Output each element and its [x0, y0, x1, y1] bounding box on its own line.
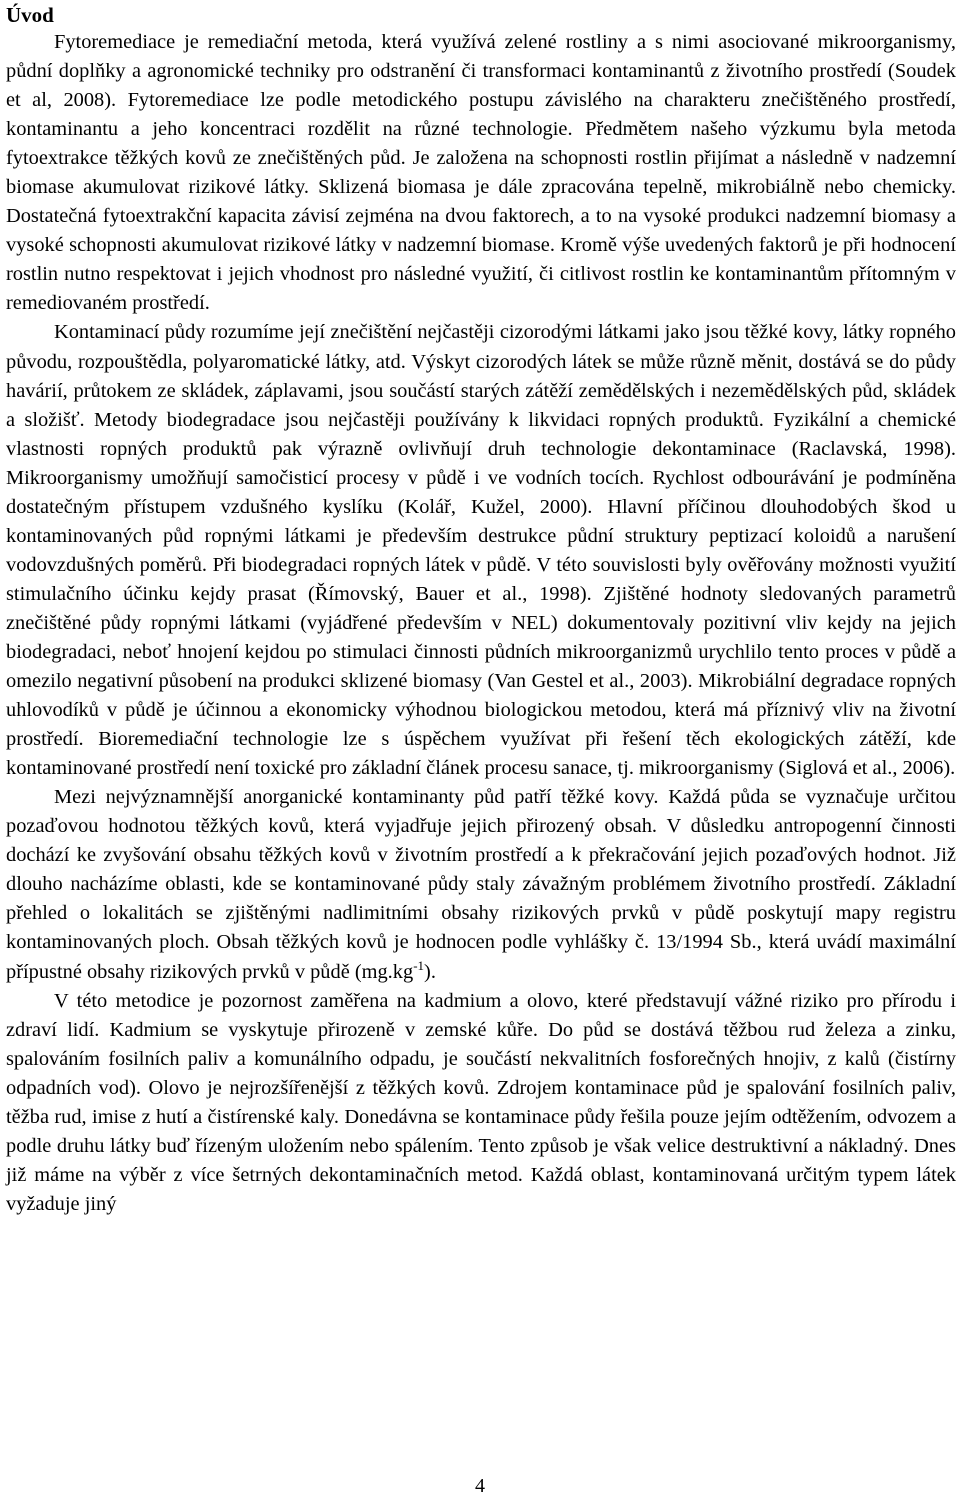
paragraph-heavy-metals [6, 783, 956, 986]
paragraph-heavy-metals-end: ). [424, 960, 436, 983]
document-page [6, 0, 956, 1219]
section-heading: Úvod [6, 3, 54, 27]
paragraph-soil-contamination: Kontaminací půdy rozumíme její znečištění nejčastěji cizorodými látkami jako jsou těžké kovy, látky ropného původu, rozpouštědla, polyaromatické látky, atd. Výskyt cizorodých látek se může různě měnit, dostává se do půdy havárií, průtokem ze skládek, záplavami, jsou součástí starých zátěží zemědělských i nezemědělských půd, skládek a složišť. Metody biodegradace jsou nejčastěji používány k likvidaci ropných produktů. Fyzikální a chemické vlastnosti ropných produktů pak výrazně ovlivňují druh technologie dekontaminace (Raclavská, 1998). Mikroorganismy umožňují samočisticí procesy v půdě i ve vodních tocích. Rychlost odbourávání je podmíněna dostatečným přístupem vzdušného kyslíku (Kolář, Kužel, 2000). Hlavní příčinou dlouhodobých škod u kontaminovaných půd ropnými látkami je především destrukce půdní struktury peptizací koloidů a narušení vodovzdušných poměrů. Při biodegradaci ropných látek v půdě. V této souvislosti byly ověřovány možnosti využití stimulačního účinku kejdy prasat (Římovský, Bauer et al., 1998). Zjištěné hodnoty sledovaných parametrů znečištěné půdy ropnými látkami (vyjádřené především v NEL) dokumentovaly pozitivní vliv kejdy na jejich biodegradaci, neboť hnojení kejdou po stimulaci činnosti půdních mikroorganizmů urychlilo tento proces v půdě a omezilo negativní působení na produkci sklizené biomasy (Van Gestel et al., 2003). Mikrobiální degradace ropných uhlovodíků v půdě je účinnou a ekonomicky výhodnou biologickou metodou, která má příznivý vliv na životní prostředí. Bioremediační technologie lze s úspěchem využívat při řešení těch ekologických zátěží, kde kontaminované prostředí není toxické pro základní článek procesu sanace, tj. mikroorganismy (Siglová et al., 2006). [6, 321, 956, 780]
unit-exponent: -1 [413, 957, 425, 973]
page-number: 4 [475, 1475, 485, 1497]
paragraph-heavy-metals-text: Mezi nejvýznamnější anorganické kontaminanty půd patří těžké kovy. Každá půda se vyznačuje určitou pozaďovou hodnotou těžkých kovů, která vyjadřuje jejich přirozený obsah. V důsledku antropogenní činnosti dochází ke zvyšování obsahu těžkých kovů v životním prostředí a k překračování jejich pozaďových hodnot. Již dlouho nacházíme oblasti, kde se kontaminované půdy staly závažným problémem životního prostředí. Základní přehled o lokalitách se zjištěnými nadlimitními obsahy rizikových prvků v půdě poskytují mapy registru kontaminovaných ploch. Obsah těžkých kovů je hodnocen podle vyhlášky č. 13/1994 Sb., která uvádí maximální přípustné obsahy rizikových prvků v půdě (mg.kg [6, 786, 956, 983]
paragraph-cadmium-lead: V této metodice je pozornost zaměřena na kadmium a olovo, které představují vážné riziko pro přírodu i zdraví lidí. Kadmium se vyskytuje přirozeně v zemské kůře. Do půd se dostává těžbou rud železa a zinku, spalováním fosilních paliv a komunálního odpadu, je součástí nekvalitních fosforečných hnojiv, z kalů (čistírny odpadních vod). Olovo je nejrozšířenější z těžkých kovů. Zdrojem kontaminace půd je spalování fosilních paliv, těžba rud, imise z hutí a čistírenské kaly. Donedávna se kontaminace půdy řešila pouze jejím odtěžením, odvozem a podle druhu látky buď řízeným uložením nebo spálením. Tento způsob je však velice destruktivní a nákladný. Dnes již máme na výběr z více šetrných dekontaminačních metod. Každá oblast, kontaminovaná určitým typem látek vyžaduje jiný [6, 989, 956, 1215]
paragraph-intro-phytoremediation: Fytoremediace je remediační metoda, která využívá zelené rostliny a s nimi asociované mikroorganismy, půdní doplňky a agronomické techniky pro odstranění či transformaci kontaminantů z životního prostředí (Soudek et al, 2008). Fytoremediace lze podle metodického postupu závislého na charakteru znečištěného prostředí, kontaminantu a jeho koncentraci rozdělit na různé technologie. Předmětem našeho výzkumu byla metoda fytoextrakce těžkých kovů ze znečištěných půd. Je založena na schopnosti rostlin přijímat a následně v nadzemní biomase akumulovat rizikové látky. Sklizená biomasa je dále zpracována tepelně, mikrobiálně nebo chemicky. Dostatečná fytoextrakční kapacita závisí zejména na dvou faktorech, a to na vysoké produkci nadzemní biomasy a vysoké schopnosti akumulovat rizikové látky v nadzemní biomase. Kromě výše uvedených faktorů je při hodnocení rostlin nutno respektovat i jejich vhodnost pro následné využití, či citlivost rostlin ke kontaminantům přítomným v remediovaném prostředí. [6, 31, 956, 315]
